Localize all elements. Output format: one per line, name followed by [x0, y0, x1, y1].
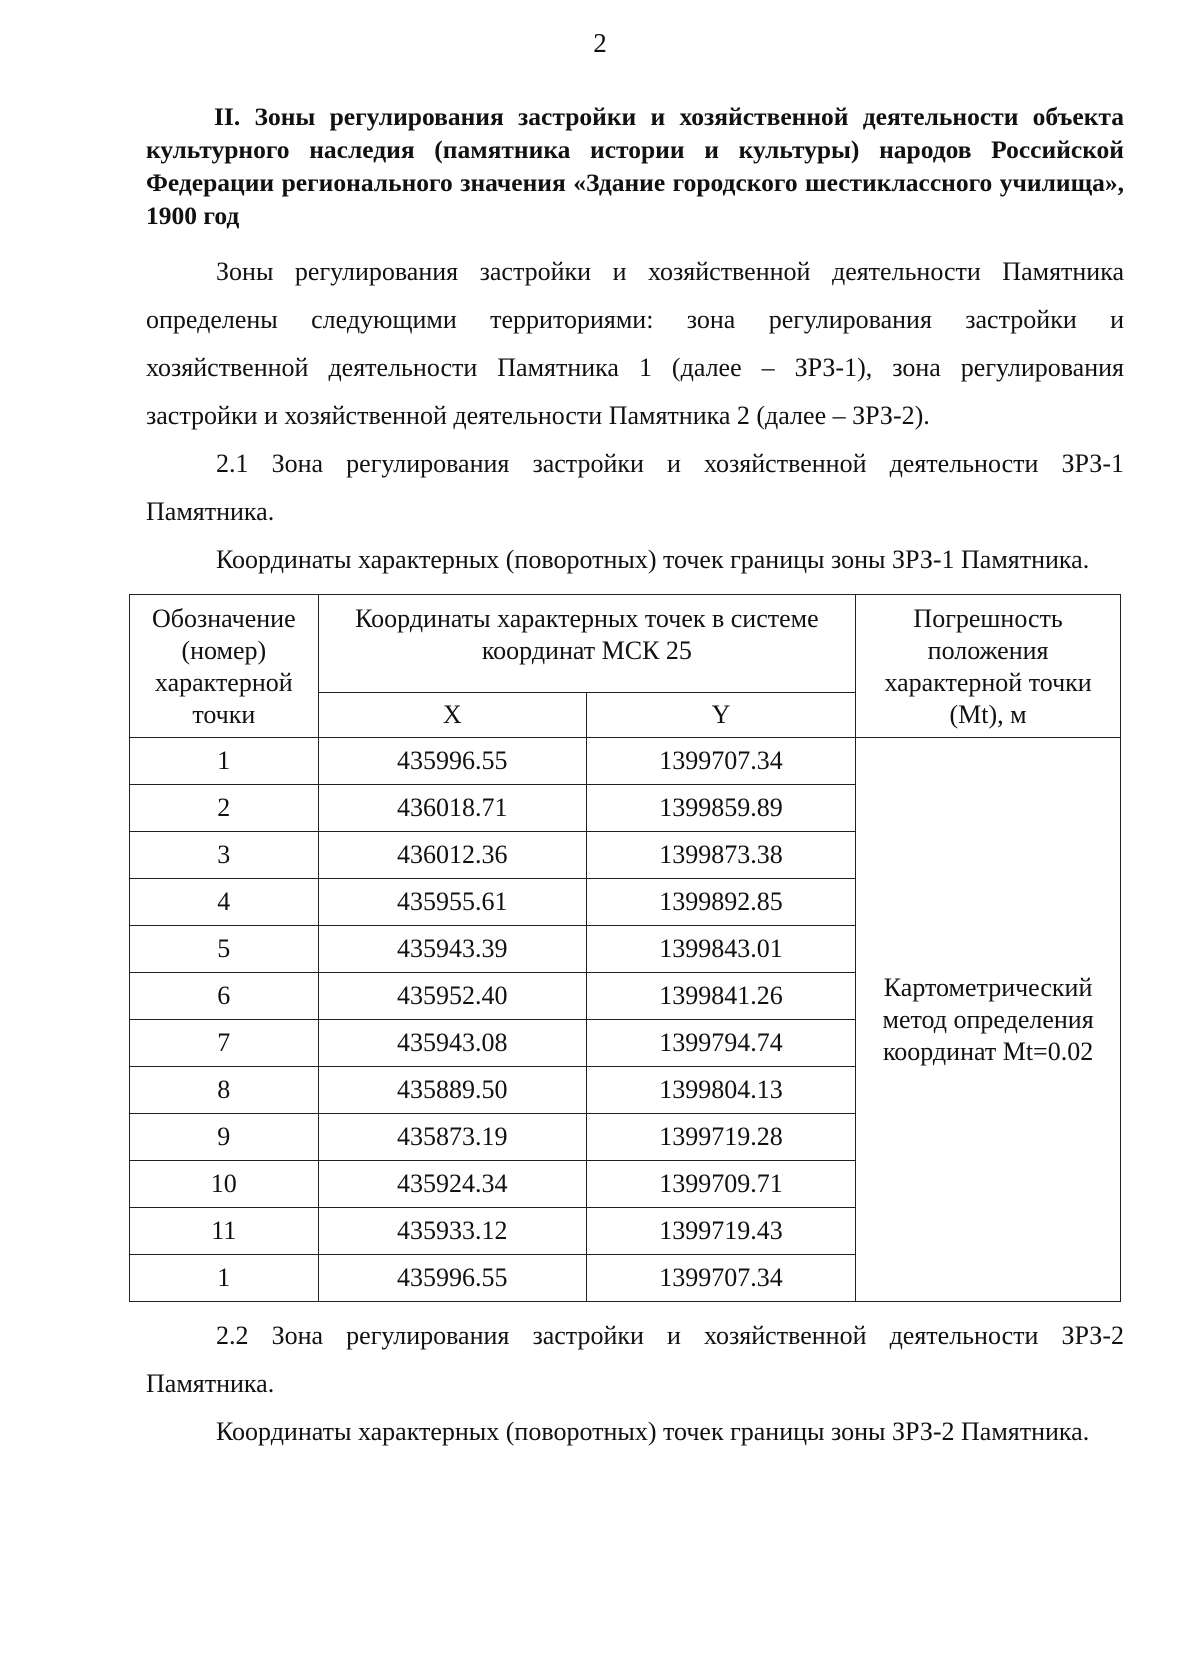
- point-cell: 1: [130, 1255, 319, 1302]
- point-cell: 8: [130, 1067, 319, 1114]
- y-cell: 1399841.26: [586, 973, 855, 1020]
- x-cell: 436012.36: [318, 832, 586, 879]
- point-cell: 11: [130, 1208, 319, 1255]
- point-cell: 2: [130, 785, 319, 832]
- y-cell: 1399804.13: [586, 1067, 855, 1114]
- x-cell: 435996.55: [318, 1255, 586, 1302]
- point-cell: 9: [130, 1114, 319, 1161]
- section-2-1-title: 2.1 Зона регулирования застройки и хозяйственной деятельности ЗРЗ-1 Памятника.: [146, 449, 1124, 526]
- x-cell: 435924.34: [318, 1161, 586, 1208]
- coords-caption-zrz1: Координаты характерных (поворотных) точек границы зоны ЗРЗ-1 Памятника.: [216, 545, 1090, 574]
- header-point: Обозначение (номер) характерной точки: [130, 595, 319, 738]
- y-cell: 1399709.71: [586, 1161, 855, 1208]
- error-method-cell: Картометрический метод определения координат Mt=0.02: [856, 738, 1121, 1302]
- x-cell: 435943.39: [318, 926, 586, 973]
- y-cell: 1399719.28: [586, 1114, 855, 1161]
- intro-paragraph: Зоны регулирования застройки и хозяйственной деятельности Памятника определены следующими территориями: зона регулирования застройки и хозяйственной деятельности Памятника 1 (далее – ЗРЗ-1), зона регулирования застройки и хозяйственной деятельности Памятника 2 (далее – ЗРЗ-2).: [146, 257, 1124, 430]
- coordinates-table-zrz1: [129, 594, 1121, 1302]
- point-cell: 6: [130, 973, 319, 1020]
- x-cell: 436018.71: [318, 785, 586, 832]
- point-cell: 10: [130, 1161, 319, 1208]
- table-row: [130, 738, 1121, 785]
- header-y: Y: [586, 693, 855, 738]
- point-cell: 7: [130, 1020, 319, 1067]
- x-cell: 435873.19: [318, 1114, 586, 1161]
- y-cell: 1399707.34: [586, 738, 855, 785]
- y-cell: 1399873.38: [586, 832, 855, 879]
- section-heading: II. Зоны регулирования застройки и хозяйственной деятельности объекта культурного наследия (памятника истории и культуры) народов Российской Федерации регионального значения «Здание городского шестиклассного училища», 1900 год: [146, 102, 1124, 230]
- point-cell: 4: [130, 879, 319, 926]
- x-cell: 435889.50: [318, 1067, 586, 1114]
- x-cell: 435955.61: [318, 879, 586, 926]
- header-error: Погрешность положения характерной точки (Mt), м: [856, 595, 1121, 738]
- page-number: 2: [593, 28, 607, 58]
- y-cell: 1399859.89: [586, 785, 855, 832]
- x-cell: 435996.55: [318, 738, 586, 785]
- y-cell: 1399707.34: [586, 1255, 855, 1302]
- x-cell: 435943.08: [318, 1020, 586, 1067]
- coordinates-table-body: [130, 738, 1121, 1302]
- y-cell: 1399892.85: [586, 879, 855, 926]
- x-cell: 435952.40: [318, 973, 586, 1020]
- y-cell: 1399843.01: [586, 926, 855, 973]
- point-cell: 1: [130, 738, 319, 785]
- section-2-2-title: 2.2 Зона регулирования застройки и хозяйственной деятельности ЗРЗ-2 Памятника.: [146, 1321, 1124, 1398]
- header-x: X: [318, 693, 586, 738]
- y-cell: 1399794.74: [586, 1020, 855, 1067]
- header-coords: Координаты характерных точек в системе координат МСК 25: [318, 595, 856, 693]
- point-cell: 3: [130, 832, 319, 879]
- y-cell: 1399719.43: [586, 1208, 855, 1255]
- x-cell: 435933.12: [318, 1208, 586, 1255]
- document-body: [146, 100, 1124, 1456]
- point-cell: 5: [130, 926, 319, 973]
- coords-caption-zrz2: Координаты характерных (поворотных) точек границы зоны ЗРЗ-2 Памятника.: [216, 1417, 1090, 1446]
